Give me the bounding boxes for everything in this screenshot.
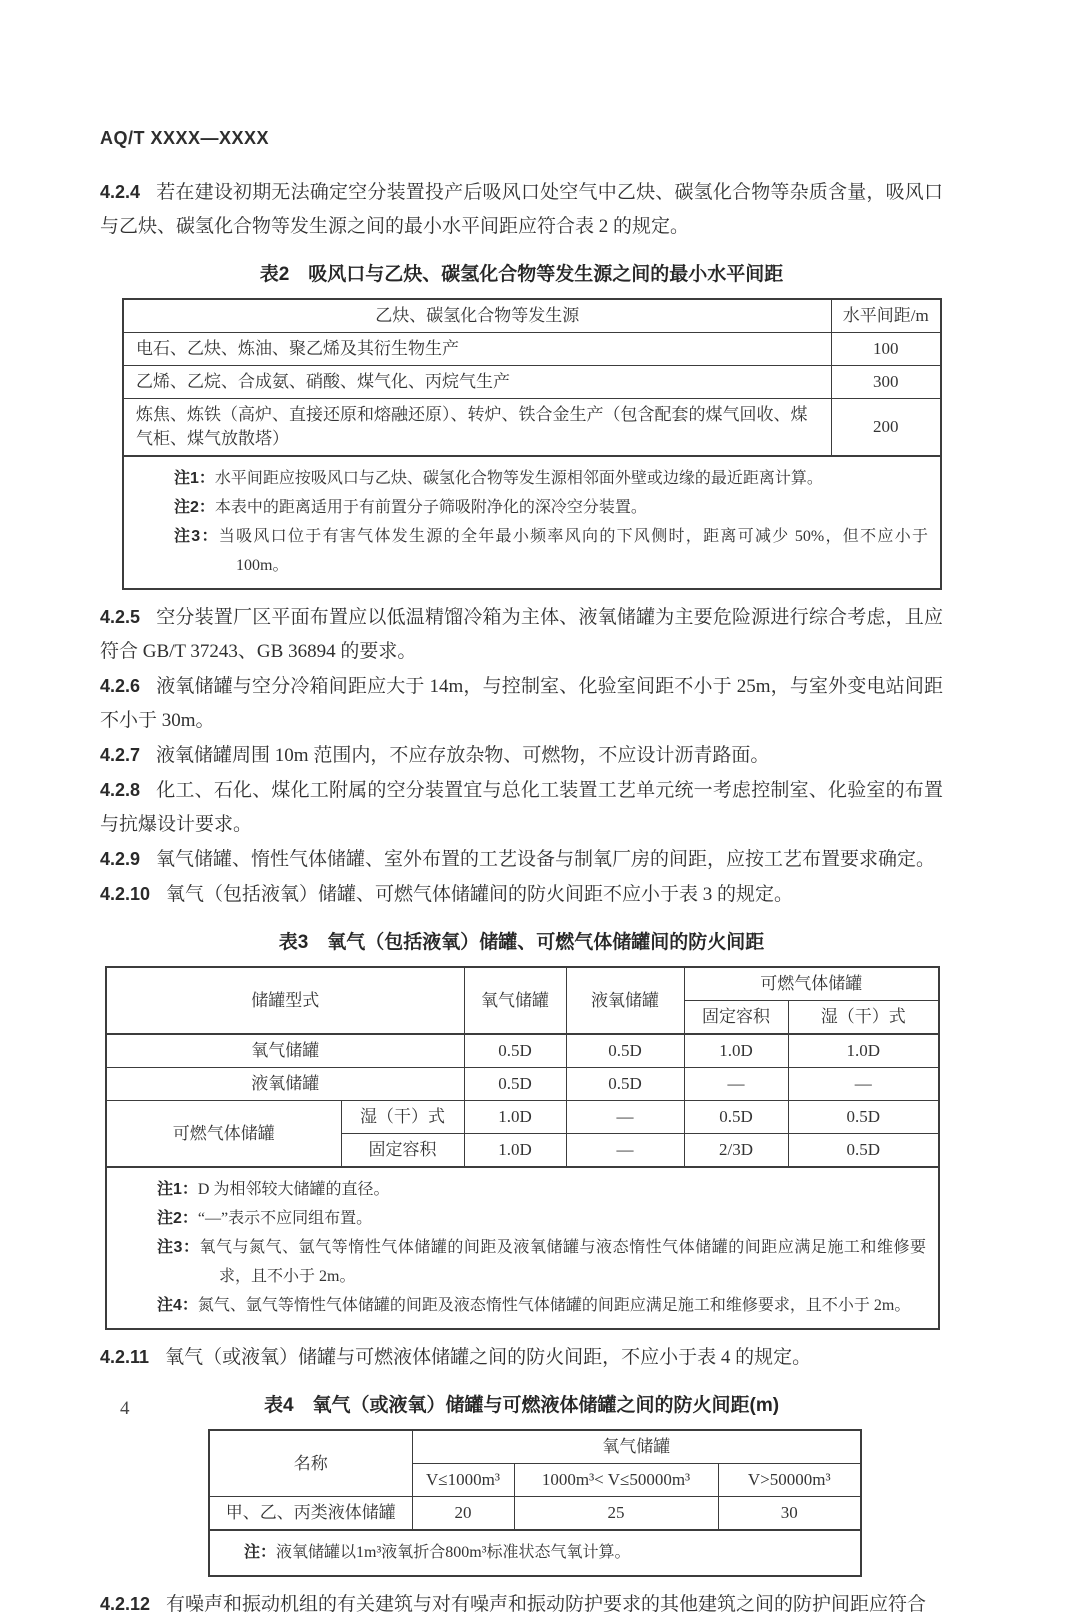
table2-header-row xyxy=(123,299,941,333)
clause-text: 空分装置厂区平面布置应以低温精馏冷箱为主体、液氧储罐为主要危险源进行综合考虑，且应符合 GB/T 37243、GB 36894 的要求。 xyxy=(100,607,943,662)
t3-cell-liquid-oxygen: 0.5D xyxy=(566,1068,684,1101)
t4-cell-v3: 30 xyxy=(718,1497,861,1531)
page-number: 4 xyxy=(120,1398,130,1419)
table3-header-liquid-oxygen: 液氧储罐 xyxy=(566,967,684,1034)
note-text: 氮气、氩气等惰性气体储罐的间距及液态惰性气体储罐的间距应满足施工和维修要求，且不小于 2m。 xyxy=(197,1297,911,1314)
t3-cell-wet-dry: 1.0D xyxy=(788,1034,939,1068)
table3 xyxy=(105,966,940,1330)
t3-cell-liquid-oxygen: — xyxy=(566,1134,684,1168)
note-label: 注2： xyxy=(157,1210,198,1227)
table-row xyxy=(123,366,941,399)
table-row xyxy=(123,399,941,457)
table2-header-distance: 水平间距/m xyxy=(831,299,941,333)
clause-4-2-4 xyxy=(100,175,943,244)
clause-number: 4.2.7 xyxy=(100,745,141,765)
clause-text: 氧气（包括液氧）储罐、可燃气体储罐间的防火间距不应小于表 3 的规定。 xyxy=(166,884,794,905)
table4-notes xyxy=(209,1530,861,1576)
table2 xyxy=(122,298,942,590)
table4-header-vol2: 1000m³< V≤50000m³ xyxy=(514,1464,718,1497)
table2-cell-source: 乙烯、乙烷、合成氨、硝酸、煤气化、丙烷气生产 xyxy=(123,366,831,399)
clause-text: 若在建设初期无法确定空分装置投产后吸风口处空气中乙炔、碳氢化合物等杂质含量，吸风口与乙炔、碳氢化合物等发生源之间的最小水平间距应符合表 2 的规定。 xyxy=(100,182,943,237)
t3-cell-oxygen: 1.0D xyxy=(464,1134,566,1168)
table3-notes-row xyxy=(106,1167,939,1329)
clause-4-2-6 xyxy=(100,669,943,738)
clause-text: 氧气储罐、惰性气体储罐、室外布置的工艺设备与制氧厂房的间距，应按工艺布置要求确定。 xyxy=(156,849,936,870)
t3-cell-oxygen: 0.5D xyxy=(464,1068,566,1101)
clause-text: 液氧储罐与空分冷箱间距应大于 14m，与控制室、化验室间距不小于 25m，与室外变电站间距不小于 30m。 xyxy=(100,676,943,731)
t3-cell-liquid-oxygen: 0.5D xyxy=(566,1034,684,1068)
t3-cell-wet-dry: 0.5D xyxy=(788,1134,939,1168)
clause-4-2-7 xyxy=(100,738,943,773)
table2-notes xyxy=(123,456,941,589)
clause-number: 4.2.11 xyxy=(100,1347,150,1367)
clause-text: 液氧储罐周围 10m 范围内，不应存放杂物、可燃物，不应设计沥青路面。 xyxy=(156,745,770,766)
t3-cell-fixed-volume: — xyxy=(684,1068,788,1101)
table2-header-source: 乙炔、碳氢化合物等发生源 xyxy=(123,299,831,333)
table4-notes-row xyxy=(209,1530,861,1576)
note-label: 注3： xyxy=(157,1239,200,1256)
table4-header-name: 名称 xyxy=(209,1430,412,1497)
table-row xyxy=(123,333,941,366)
t3-cell-wet-dry: 0.5D xyxy=(788,1101,939,1134)
t4-cell-v1: 20 xyxy=(412,1497,514,1531)
t3-row-label: 氧气储罐 xyxy=(106,1034,464,1068)
note-text: D 为相邻较大储罐的直径。 xyxy=(197,1181,390,1198)
t3-row-label: 固定容积 xyxy=(341,1134,464,1168)
clause-number: 4.2.12 xyxy=(100,1594,151,1614)
t3-cell-liquid-oxygen: — xyxy=(566,1101,684,1134)
t3-cell-wet-dry: — xyxy=(788,1068,939,1101)
table-note xyxy=(157,1175,926,1204)
note-label: 注1： xyxy=(174,470,215,487)
table-note xyxy=(157,1233,926,1291)
table2-cell-distance: 300 xyxy=(831,366,941,399)
t3-cell-fixed-volume: 2/3D xyxy=(684,1134,788,1168)
table3-header-flammable: 可燃气体储罐 xyxy=(684,967,939,1001)
note-label: 注： xyxy=(244,1544,277,1561)
doc-number-header: AQ/T XXXX—XXXX xyxy=(100,128,270,148)
note-label: 注3： xyxy=(174,528,219,545)
table3-header-fixed-volume: 固定容积 xyxy=(684,1001,788,1035)
table2-cell-source: 电石、乙炔、炼油、聚乙烯及其衍生物生产 xyxy=(123,333,831,366)
table-row xyxy=(106,1101,939,1134)
table4-header-oxygen: 氧气储罐 xyxy=(412,1430,861,1464)
table-row xyxy=(106,1034,939,1068)
table3-notes xyxy=(106,1167,939,1329)
table2-caption: 表2 吸风口与乙炔、碳氢化合物等发生源之间的最小水平间距 xyxy=(259,264,784,285)
t3-cell-fixed-volume: 1.0D xyxy=(684,1034,788,1068)
table2-notes-row xyxy=(123,456,941,589)
clause-4-2-8 xyxy=(100,773,943,842)
table-note xyxy=(174,522,928,580)
t4-cell-v2: 25 xyxy=(514,1497,718,1531)
t4-row-name: 甲、乙、丙类液体储罐 xyxy=(209,1497,412,1531)
table3-header-tank-type: 储罐型式 xyxy=(106,967,464,1034)
note-text: 液氧储罐以1m³液氧折合800m³标准状态气氧计算。 xyxy=(276,1544,631,1561)
note-text: 当吸风口位于有害气体发生源的全年最小频率风向的下风侧时，距离可减少 50%，但不应小于 100m。 xyxy=(218,528,928,574)
clause-4-2-11 xyxy=(100,1340,943,1375)
table3-caption: 表3 氧气（包括液氧）储罐、可燃气体储罐间的防火间距 xyxy=(278,932,765,953)
table4-header-vol3: V>50000m³ xyxy=(718,1464,861,1497)
note-text: “—”表示不应同组布置。 xyxy=(197,1210,373,1227)
clause-text: 有噪声和振动机组的有关建筑与对有噪声和振动防护要求的其他建筑之间的防护间距应符合 xyxy=(166,1594,927,1615)
clause-4-2-10 xyxy=(100,877,943,912)
t3-row-label: 液氧储罐 xyxy=(106,1068,464,1101)
note-text: 本表中的距离适用于有前置分子筛吸附净化的深冷空分装置。 xyxy=(214,499,647,516)
table3-header-oxygen: 氧气储罐 xyxy=(464,967,566,1034)
note-label: 注4： xyxy=(157,1297,198,1314)
clause-number: 4.2.8 xyxy=(100,780,141,800)
clause-text: 化工、石化、煤化工附属的空分装置宜与总化工装置工艺单元统一考虑控制室、化验室的布置与抗爆设计要求。 xyxy=(100,780,943,835)
clause-number: 4.2.9 xyxy=(100,849,141,869)
table-note xyxy=(157,1291,926,1320)
clause-4-2-12 xyxy=(100,1587,943,1622)
clause-number: 4.2.10 xyxy=(100,884,151,904)
table4-header-row-1 xyxy=(209,1430,861,1464)
table-note xyxy=(174,464,928,493)
clause-4-2-5 xyxy=(100,600,943,669)
t3-cell-fixed-volume: 0.5D xyxy=(684,1101,788,1134)
table4-header-vol1: V≤1000m³ xyxy=(412,1464,514,1497)
note-text: 水平间距应按吸风口与乙炔、碳氢化合物等发生源相邻面外壁或边缘的最近距离计算。 xyxy=(214,470,823,487)
table2-cell-distance: 200 xyxy=(831,399,941,457)
t3-group-label: 可燃气体储罐 xyxy=(106,1101,341,1168)
table-note xyxy=(174,493,928,522)
t3-cell-oxygen: 1.0D xyxy=(464,1101,566,1134)
table3-header-row-1 xyxy=(106,967,939,1001)
t3-cell-oxygen: 0.5D xyxy=(464,1034,566,1068)
table-row xyxy=(209,1497,861,1531)
table4-caption: 表4 氧气（或液氧）储罐与可燃液体储罐之间的防火间距(m) xyxy=(263,1395,780,1416)
table-row xyxy=(106,1068,939,1101)
table2-cell-source: 炼焦、炼铁（高炉、直接还原和熔融还原）、转炉、铁合金生产（包含配套的煤气回收、煤气柜、煤气放散塔） xyxy=(123,399,831,457)
clause-number: 4.2.5 xyxy=(100,607,141,627)
clause-4-2-9 xyxy=(100,842,943,877)
table4 xyxy=(208,1429,862,1577)
clause-number: 4.2.6 xyxy=(100,676,141,696)
note-label: 注1： xyxy=(157,1181,198,1198)
note-label: 注2： xyxy=(174,499,215,516)
table2-cell-distance: 100 xyxy=(831,333,941,366)
t3-row-label: 湿（干）式 xyxy=(341,1101,464,1134)
clause-text: 氧气（或液氧）储罐与可燃液体储罐之间的防火间距，不应小于表 4 的规定。 xyxy=(165,1347,812,1368)
clause-number: 4.2.4 xyxy=(100,182,141,202)
table-note xyxy=(244,1538,848,1567)
table-note xyxy=(157,1204,926,1233)
table3-header-wet-dry: 湿（干）式 xyxy=(788,1001,939,1035)
note-text: 氧气与氮气、氩气等惰性气体储罐的间距及液氧储罐与液态惰性气体储罐的间距应满足施工和维修要求，且不小于 2m。 xyxy=(199,1239,926,1285)
